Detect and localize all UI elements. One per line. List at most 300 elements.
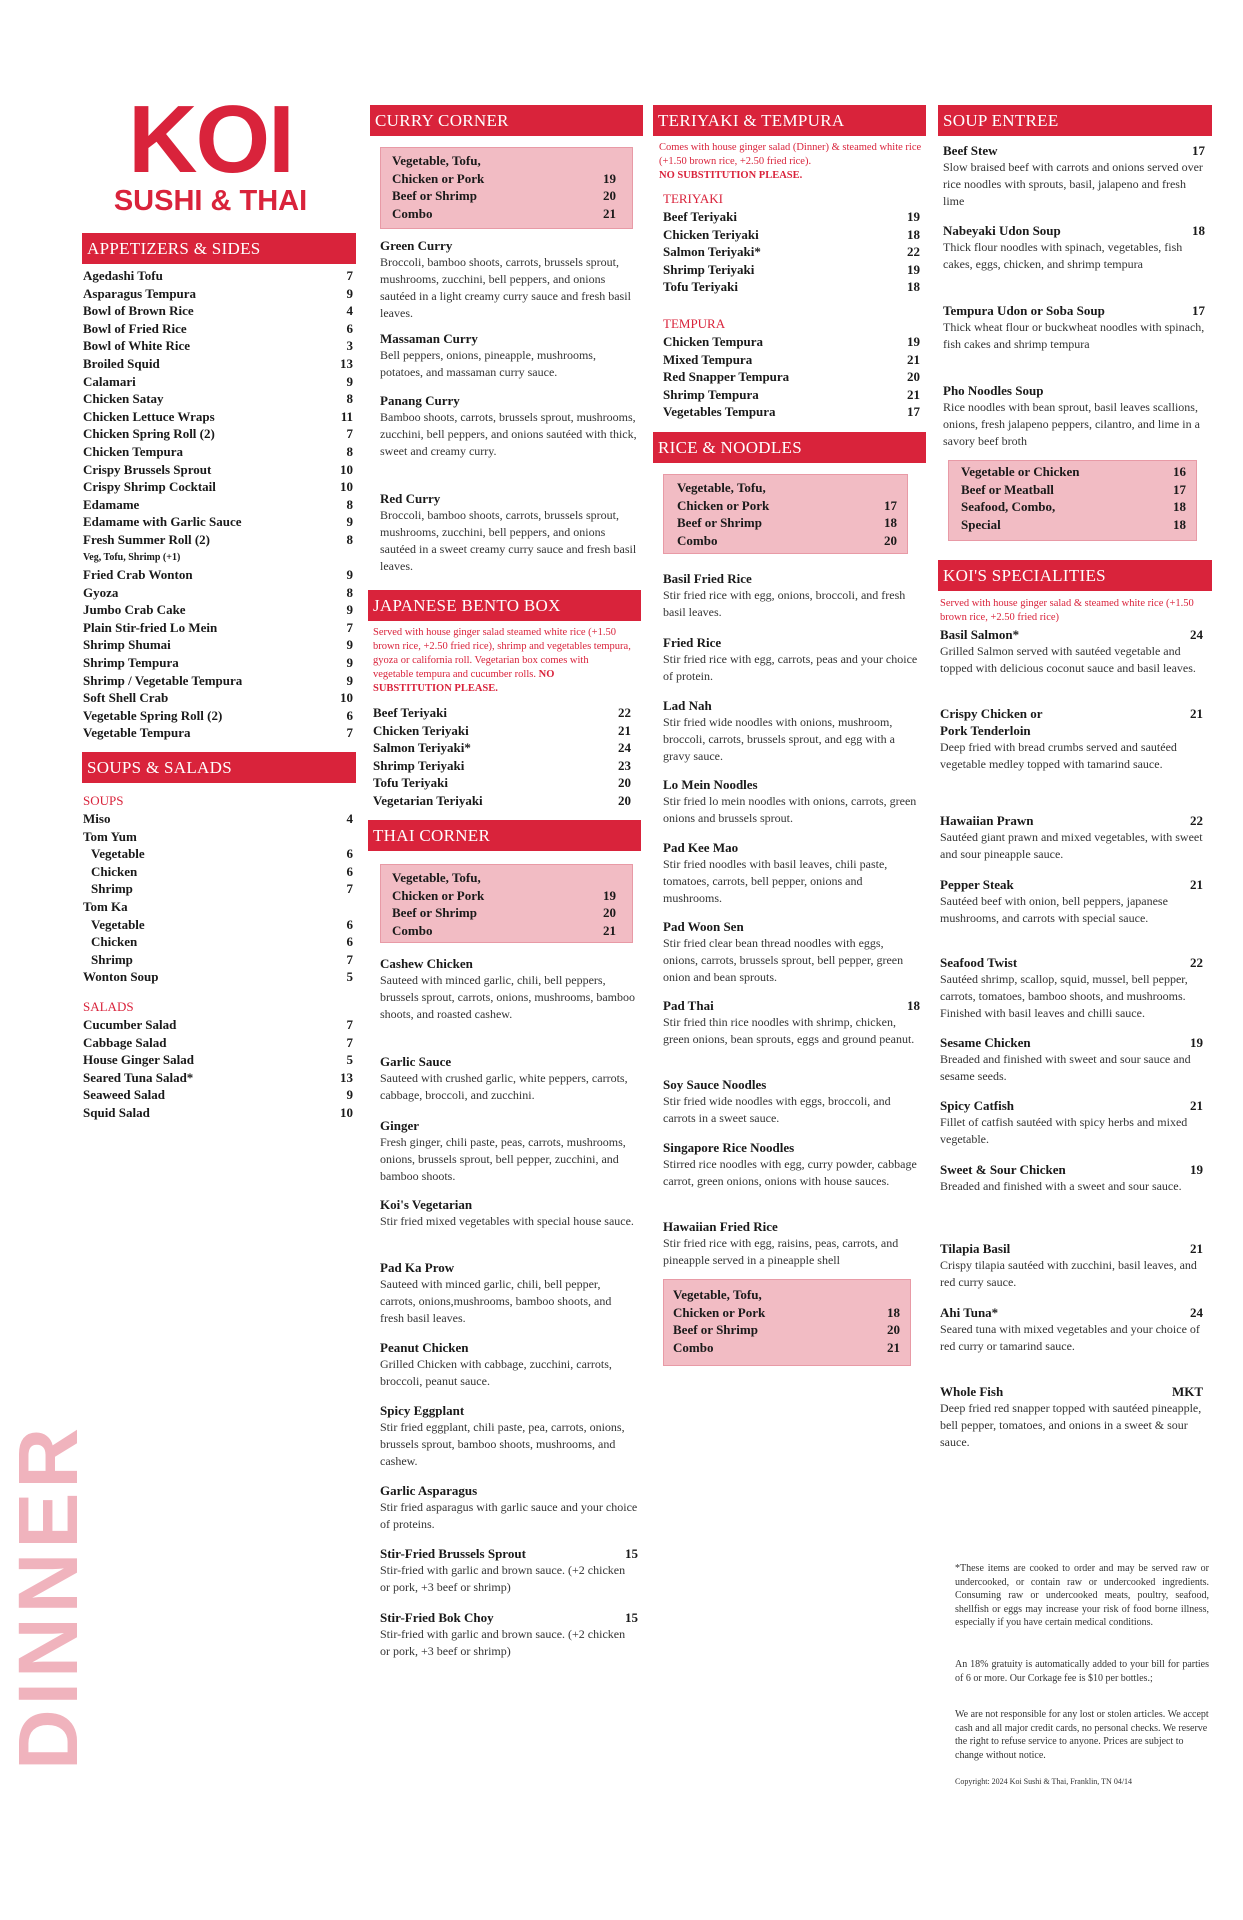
soup-item [83,845,353,863]
salads-list [83,1016,353,1122]
item-name: Bowl of Fried Rice [83,320,187,336]
item-price: 9 [346,1087,353,1103]
dish-description: Stir fried rice with egg, onions, broccoli, and fresh basil leaves. [663,588,906,619]
item-price: 6 [346,320,353,336]
appetizer-item [83,636,353,654]
salad-item [83,1034,353,1052]
item-name: Tofu Teriyaki [663,279,739,295]
dish-name: Singapore Rice Noodles [663,1140,795,1155]
dish-price: 17 [1192,143,1205,158]
dish-description: Stir fried eggplant, chili paste, pea, carrots, onions, brussels sprout, bamboo shoots, mushrooms, and cashew. [380,1420,625,1468]
dish-description: Broccoli, bamboo shoots, carrots, brussels sprout, mushrooms, zucchini, bell peppers, and onions sautéed in a sweet creamy curry sauce and fresh basil leaves. [380,508,637,573]
price-tier [961,498,1186,516]
teriyaki-item [663,226,920,244]
dish-description: Stir fried lo mein noodles with onions, carrots, green onions and brussels sprout. [663,794,917,825]
item-price: 18 [887,1304,900,1320]
dish-name: Koi's Vegetarian [380,1197,473,1212]
section-header-appetizers: APPETIZERS & SIDES [82,233,356,264]
item-name: Wonton Soup [83,969,159,985]
dish-name: Red Curry [380,491,441,506]
soup-item [83,951,353,969]
item-name: Shrimp [91,881,133,897]
item-price: 8 [346,443,353,459]
item-name: Vegetable, Tofu, [392,870,481,885]
item-name: Plain Stir-fried Lo Mein [83,619,218,635]
dish-description: Breaded and finished with sweet and sour sauce and sesame seeds. [940,1052,1191,1083]
dish-description: Seared tuna with mixed vegetables and your choice of red curry or tamarind sauce. [940,1322,1200,1353]
appetizer-item [83,302,353,320]
dish-name: Whole Fish [940,1384,1004,1399]
item-name: Tofu Teriyaki [373,775,449,791]
dish-description: Stir fried noodles with basil leaves, chili paste, tomatoes, carrots, bell pepper, onions and mushrooms. [663,857,888,905]
appetizer-item [83,601,353,619]
item-name: Bowl of White Rice [83,338,190,354]
item-name: Beef or Meatball [961,481,1054,497]
item-name: Edamame with Garlic Sauce [83,514,242,530]
appetizer-item [83,566,353,584]
item-name: Seaweed Salad [83,1087,165,1103]
item-price: 16 [1173,464,1186,479]
item-price: 21 [907,351,920,367]
appetizers-list [83,267,353,742]
teriyaki-list [663,208,920,296]
tempura-item [663,386,920,404]
appetizer-item [83,496,353,514]
item-price: 20 [603,188,616,204]
item-name: Crispy Brussels Sprout [83,461,212,477]
item-name: Broiled Squid [83,355,160,371]
item-name: Shrimp [91,951,133,967]
item-price: 6 [346,846,353,862]
dish-item [943,222,1205,273]
item-name: Special [961,516,1001,532]
dish-name: Pad Kee Mao [663,840,739,855]
item-name: Vegetable, Tofu, [392,153,481,168]
dish-name: Stir-Fried Bok Choy [380,1610,494,1625]
dish-item [380,490,637,575]
item-name: Jumbo Crab Cake [83,602,186,618]
dish-name: Stir-Fried Brussels Sprout [380,1546,526,1561]
dish-name-row [663,1218,920,1235]
dish-name: Garlic Sauce [380,1054,452,1069]
appetizer-item [83,689,353,707]
item-name: Chicken Tempura [663,334,764,349]
dish-name: Green Curry [380,238,453,253]
dish-description: Stir fried rice with egg, raisins, peas, carrots, and pineapple served in a pineapple shell [663,1236,899,1267]
tempura-item [663,351,920,369]
item-name: Shrimp Tempura [83,655,179,671]
dish-price: 15 [625,1546,638,1561]
item-price: 8 [346,531,353,547]
dish-item [380,1259,638,1327]
item-name: Chicken Satay [83,391,164,407]
dish-item [663,997,920,1048]
item-name: Chicken or Pork [677,497,770,513]
dish-description: Stir fried wide noodles with onions, mushroom, broccoli, carrots, brussels sprout, and egg with a gravy sauce. [663,715,895,763]
dish-item [380,392,637,460]
appetizer-item [83,672,353,690]
item-name: Chicken Lettuce Wraps [83,408,215,424]
price-tier [677,497,897,515]
dish-item [663,839,920,907]
appetizer-item [83,478,353,496]
bento-list [373,704,631,810]
bento-item [373,757,631,775]
dish-price: 19 [1190,1162,1203,1177]
dish-item [663,918,920,986]
dish-description: Crispy tilapia sautéed with zucchini, basil leaves, and red curry sauce. [940,1258,1197,1289]
item-price: 7 [346,725,353,741]
item-price: 7 [346,881,353,897]
dish-name: Seafood Twist [940,955,1018,970]
price-tier [677,479,897,497]
item-name: Chicken or Pork [392,170,485,186]
dish-name: Beef Stew [943,143,998,158]
dish-price: 21 [1190,877,1203,892]
item-name: Chicken [91,863,138,879]
bento-note-text: Served with house ginger salad steamed white rice (+1.50 brown rice, +2.50 fried rice), shrimp and vegetables tempura, gyoza or california roll. Vegetarian box comes with vegetable tempura and cucumber rolls. [373,627,631,680]
dish-item [940,876,1203,927]
appetizer-item [83,285,353,303]
item-price: 7 [346,1034,353,1050]
item-price: 7 [346,951,353,967]
item-price: 19 [603,887,616,903]
salad-item [83,1086,353,1104]
section-header-curry: CURRY CORNER [370,105,643,136]
item-price: 9 [346,637,353,653]
soups-list [83,810,353,986]
dish-name-row [380,1339,638,1356]
item-name: Vegetarian Teriyaki [373,792,483,808]
item-price: 7 [346,268,353,283]
price-tier [673,1339,900,1357]
price-tier [392,205,616,223]
item-price: 6 [346,863,353,879]
bento-note [373,626,631,696]
price-tier [392,152,616,170]
item-name: Squid Salad [83,1104,150,1120]
dish-name: Ahi Tuna* [940,1305,999,1320]
footer-copyright: Copyright: 2024 Koi Sushi & Thai, Franklin, TN 04/14 [955,1777,1133,1786]
item-price: 9 [346,672,353,688]
dish-item [940,1304,1203,1355]
price-tier [392,187,616,205]
dish-name: Pho Noodles Soup [943,383,1044,398]
soup-item [83,898,353,916]
dish-item [940,1161,1203,1195]
price-tier [392,922,616,940]
logo [88,86,333,218]
item-price: 5 [346,1052,353,1068]
dish-description: Broccoli, bamboo shoots, carrots, brussels sprout, mushrooms, zucchini, bell peppers, and onions sautéed in a light creamy curry sauce and fresh basil leaves. [380,255,631,320]
item-name: Beef Teriyaki [373,705,448,720]
item-name: Beef or Shrimp [392,188,477,204]
item-name: Tom Ka [83,898,128,914]
dish-description: Stir fried wide noodles with eggs, broccoli, and carrots in a sweet sauce. [663,1094,891,1125]
dish-item [663,570,920,621]
dish-name-row [380,1259,638,1276]
item-price: 6 [346,934,353,950]
item-name: Crispy Shrimp Cocktail [83,479,216,495]
item-name: Vegetable [91,916,145,932]
dish-item [380,1339,638,1390]
dish-name-row [663,918,920,935]
dish-description: Stir-fried with garlic and brown sauce. (+2 chicken or pork, +3 beef or shrimp) [380,1563,626,1594]
dish-name-row [943,382,1205,399]
dish-price: 24 [1190,1305,1203,1320]
item-name: Tom Yum [83,828,137,844]
price-tier [392,887,616,905]
dish-name-row [380,490,637,507]
item-price: 18 [884,515,897,531]
item-price: 9 [346,373,353,389]
item-name: Salmon Teriyaki* [373,740,471,756]
dish-name: Tempura Udon or Soba Soup [943,303,1105,318]
item-name: Cucumber Salad [83,1017,177,1032]
item-name: Chicken Teriyaki [373,722,469,738]
dish-name: Garlic Asparagus [380,1483,478,1498]
appetizer-item [83,584,353,602]
item-name: Vegetable Tempura [83,725,191,741]
dish-name-row [663,697,920,714]
dish-name: Spicy Eggplant [380,1403,465,1418]
dish-name: Tilapia Basil [940,1241,1011,1256]
item-name: Beef Teriyaki [663,209,738,224]
dish-item [663,634,920,685]
soup-item [83,828,353,846]
dish-description: Breaded and finished with a sweet and sour sauce. [940,1179,1182,1193]
appetizer-item [83,513,353,531]
dinner-side-label: DINNER [1,1423,95,1770]
dish-description: Stir fried rice with egg, carrots, peas and your choice of protein. [663,652,918,683]
dish-name-row [380,1545,638,1562]
dish-item [663,776,920,827]
item-name: Veg, Tofu, Shrimp (+1) [83,551,181,563]
dish-item [663,1218,920,1269]
appetizer-item [83,619,353,637]
item-price: 22 [618,705,631,720]
item-price: 10 [340,1104,353,1120]
dish-name-row [943,302,1205,319]
soup-item [83,968,353,986]
item-name: Gyoza [83,584,119,600]
dish-item [380,1482,638,1533]
appetizer-item [83,320,353,338]
item-name: House Ginger Salad [83,1052,195,1068]
dish-name: Pad Ka Prow [380,1260,455,1275]
dish-description: Sauteed with minced garlic, chili, bell peppers, brussels sprout, carrots, onions, mushrooms, bamboo shoots, and roasted cashew. [380,973,635,1021]
price-tier [392,904,616,922]
item-name: Fried Crab Wonton [83,567,193,583]
item-name: Combo [673,1339,714,1355]
dish-name-row [940,1097,1203,1114]
dish-name: Hawaiian Prawn [940,813,1034,828]
item-price: 13 [340,1069,353,1085]
price-tier [392,869,616,887]
item-price: 9 [346,514,353,530]
dish-item [663,1076,920,1127]
appetizer-item [83,355,353,373]
specialties-note: Served with house ginger salad & steamed white rice (+1.50 brown rice, +2.50 fried rice) [940,598,1194,623]
item-name: Salmon Teriyaki* [663,244,761,260]
item-price: 18 [1173,516,1186,532]
dish-item [940,1097,1203,1148]
soup-item [83,810,353,828]
item-name: Beef or Shrimp [673,1322,758,1338]
item-price: 17 [1173,481,1186,497]
footer-policy: We are not responsible for any lost or stolen articles. We accept cash and all major credit cards, no personal checks. We reserve the right to refuse service to anyone. Prices are subject to change without notice. [955,1709,1209,1761]
item-price: 8 [346,391,353,407]
item-price: 19 [907,261,920,277]
dish-price: 19 [1190,1035,1203,1050]
dish-price: MKT [1171,1384,1203,1399]
dish-name: Ginger [380,1118,419,1133]
item-price: 7 [346,1017,353,1032]
tempura-item [663,403,920,421]
teriyaki-item [663,208,920,226]
item-name: Chicken Teriyaki [663,226,759,242]
tempura-list [663,333,920,421]
item-price: 9 [346,655,353,671]
item-name: Vegetable, Tofu, [673,1287,762,1302]
item-name: Asparagus Tempura [83,285,197,301]
dish-name: Nabeyaki Udon Soup [943,223,1061,238]
tempura-label: TEMPURA [663,316,726,331]
dish-name-row [663,1139,920,1156]
item-name: Beef or Shrimp [392,905,477,921]
dish-name: Basil Salmon* [940,627,1020,642]
dish-name: Pad Woon Sen [663,919,744,934]
appetizer-item [83,373,353,391]
dish-name-row [940,626,1203,643]
dish-item [940,1240,1203,1291]
price-tier [673,1321,900,1339]
item-price: 18 [907,226,920,242]
item-name: Vegetable [91,846,145,862]
soup-entree-price-box [948,460,1197,541]
salads-label: SALADS [83,999,134,1014]
dish-name-row [940,1161,1203,1178]
item-name: Combo [677,532,718,548]
dish-name: Fried Rice [663,635,722,650]
price-tier [961,516,1186,534]
dish-name: Lo Mein Noodles [663,777,758,792]
appetizer-item [83,461,353,479]
price-tier [673,1286,900,1304]
item-name: Combo [392,205,433,221]
dish-name: Basil Fried Rice [663,571,752,586]
soup-item [83,916,353,934]
dish-name-row [380,955,638,972]
dish-name-row [940,876,1203,893]
dish-price: 18 [1192,223,1205,238]
teriyaki-note-bold: NO SUBSTITUTION PLEASE. [659,170,803,181]
dish-name-row [940,1240,1203,1257]
item-price: 21 [603,205,616,221]
dish-item [940,1034,1203,1085]
dish-price: 17 [1192,303,1205,318]
item-name: Mixed Tempura [663,351,753,367]
item-name: Chicken Spring Roll (2) [83,426,215,442]
teriyaki-label: TERIYAKI [663,191,723,206]
bento-item [373,739,631,757]
dish-name-row [380,237,637,254]
item-name: Shrimp Teriyaki [373,757,465,773]
logo-tagline: SUSHI & THAI [113,185,308,217]
dish-item [943,302,1205,353]
logo-koi: KOI [128,86,293,193]
dish-description: Fresh ginger, chili paste, peas, carrots, mushrooms, onions, brussels sprout, bell pepper, zucchini, and bamboo shoots. [380,1135,626,1183]
dish-name-row [943,142,1205,159]
dish-description: Stir fried clear bean thread noodles with eggs, onions, carrots, brussels sprout, bell pepper, green onion and bean sprouts. [663,936,904,984]
item-price: 20 [618,792,631,808]
item-price: 10 [340,479,353,495]
appetizer-item [83,724,353,742]
item-price: 4 [346,303,353,319]
dish-item [940,954,1203,1022]
dish-item [940,705,1203,773]
item-price: 20 [887,1322,900,1338]
dish-name: Massaman Curry [380,331,478,346]
soup-item [83,863,353,881]
dish-description: Stir fried thin rice noodles with shrimp, chicken, green onions, bean sprouts, eggs and ground peanut. [663,1015,915,1046]
item-price: 24 [618,740,631,756]
item-price: 21 [618,722,631,738]
dish-description: Bamboo shoots, carrots, brussels sprout, mushrooms, zucchini, bell peppers, and onions sautéed with thick, sweet and creamy curry. [380,410,637,458]
item-price: 6 [346,707,353,723]
price-tier [673,1304,900,1322]
bento-item [373,774,631,792]
item-price: 9 [346,602,353,618]
dish-name-row [663,1076,920,1093]
item-price: 17 [907,404,920,420]
dish-description: Rice noodles with bean sprout, basil leaves scallions, onions, fresh jalapeno peppers, cilantro, and lime in a savory beef broth [943,400,1200,448]
dish-name-row [380,1482,638,1499]
dish-item [940,1383,1203,1451]
dish-name-row [940,954,1203,971]
item-name: Vegetable Spring Roll (2) [83,707,223,723]
item-name: Fresh Summer Roll (2) [83,531,210,547]
dish-name-row [380,392,637,409]
dish-name-row [940,1304,1203,1321]
price-tier [961,463,1186,481]
dish-description: Slow braised beef with carrots and onions served over rice noodles with sprouts, basil, jalapeno and fresh lime [943,160,1203,208]
thai-price-box [380,864,633,943]
dish-description: Stir-fried with garlic and brown sauce. (+2 chicken or pork, +3 beef or shrimp) [380,1627,626,1658]
item-price: 8 [346,584,353,600]
item-price: 20 [907,369,920,385]
item-name: Shrimp Teriyaki [663,261,755,277]
item-price: 9 [346,567,353,583]
appetizer-item [83,443,353,461]
rice-price-box [663,474,908,554]
dish-name: Cashew Chicken [380,956,473,971]
dish-name: Crispy Chicken or Pork Tenderloin [940,706,1043,738]
dish-name: Pepper Steak [940,877,1014,892]
curry-price-box [380,147,633,229]
dish-item [380,1545,638,1596]
dish-name-row [663,997,920,1014]
dish-item [380,955,638,1023]
dish-name-row [663,570,920,587]
item-name: Vegetable, Tofu, [677,480,766,495]
item-name: Red Snapper Tempura [663,369,790,385]
dish-description: Sauteed with minced garlic, chili, bell pepper, carrots, onions,mushrooms, bamboo shoots, and fresh basil leaves. [380,1277,612,1325]
appetizer-item [83,425,353,443]
dish-name: Peanut Chicken [380,1340,469,1355]
item-price: 10 [340,690,353,706]
item-price: 7 [346,426,353,442]
